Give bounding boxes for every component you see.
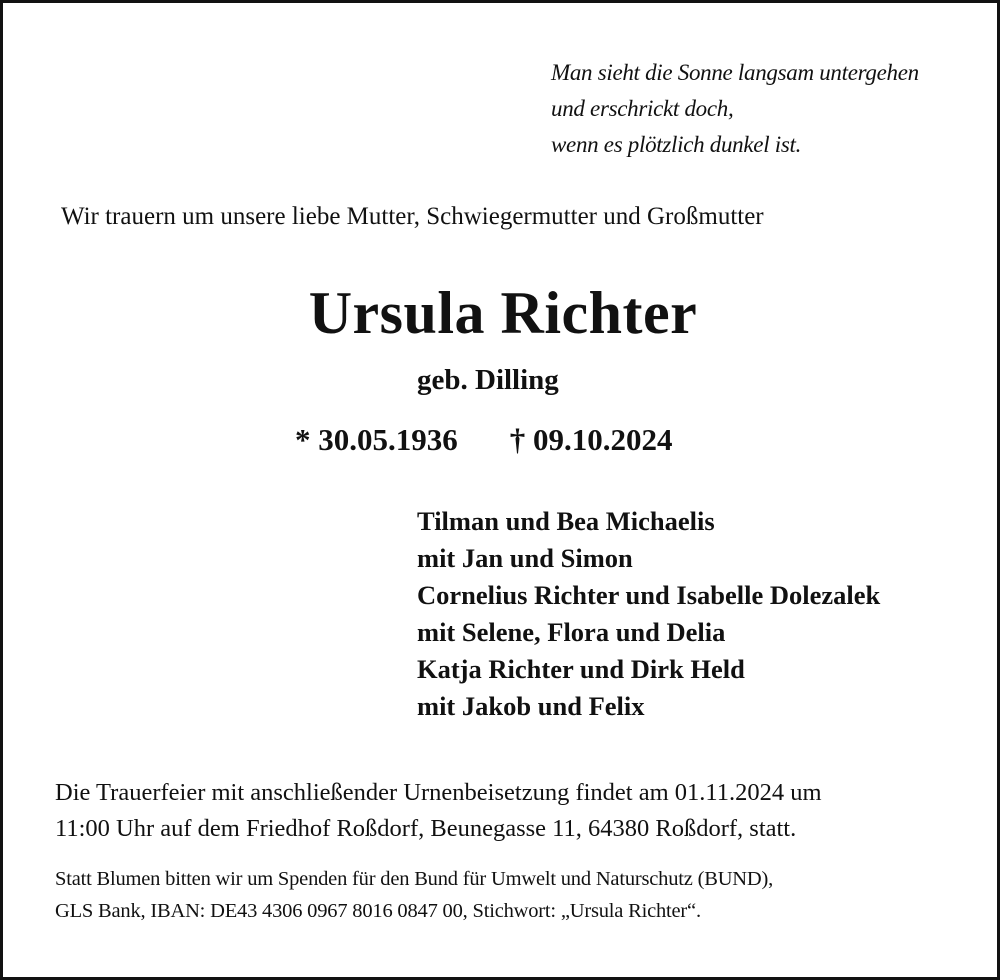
mourner-line: mit Jakob und Felix bbox=[417, 691, 645, 721]
mourner-line: Cornelius Richter und Isabelle Dolezalek bbox=[417, 580, 881, 610]
poem-quote bbox=[551, 55, 919, 163]
quote-line: wenn es plötzlich dunkel ist. bbox=[551, 132, 802, 157]
quote-line: Man sieht die Sonne langsam untergehen bbox=[551, 60, 919, 85]
donation-info bbox=[55, 863, 773, 927]
mourner-line: Katja Richter und Dirk Held bbox=[417, 654, 745, 684]
intro-text: Wir trauern um unsere liebe Mutter, Schwiegermutter und Großmutter bbox=[61, 203, 764, 230]
donation-line: Statt Blumen bitten wir um Spenden für den Bund für Umwelt und Naturschutz (BUND), bbox=[55, 868, 774, 890]
birth-name: geb. Dilling bbox=[417, 364, 559, 396]
ceremony-line: Die Trauerfeier mit anschließender Urnenbeisetzung findet am 01.11.2024 um bbox=[55, 779, 822, 806]
birth-date: * 30.05.1936 bbox=[295, 422, 458, 457]
ceremony-info bbox=[55, 775, 822, 847]
mourners-list bbox=[417, 503, 880, 725]
mourner-line: Tilman und Bea Michaelis bbox=[417, 506, 715, 536]
ceremony-line: 11:00 Uhr auf dem Friedhof Roßdorf, Beunegasse 11, 64380 Roßdorf, statt. bbox=[55, 815, 797, 842]
mourner-line: mit Jan und Simon bbox=[417, 543, 633, 573]
donation-line: GLS Bank, IBAN: DE43 4306 0967 8016 0847 00, Stichwort: „Ursula Richter“. bbox=[55, 900, 701, 922]
mourner-line: mit Selene, Flora und Delia bbox=[417, 617, 726, 647]
death-date: † 09.10.2024 bbox=[509, 422, 673, 457]
deceased-name: Ursula Richter bbox=[308, 280, 698, 346]
life-dates bbox=[295, 420, 673, 460]
quote-line: und erschrickt doch, bbox=[551, 96, 734, 121]
